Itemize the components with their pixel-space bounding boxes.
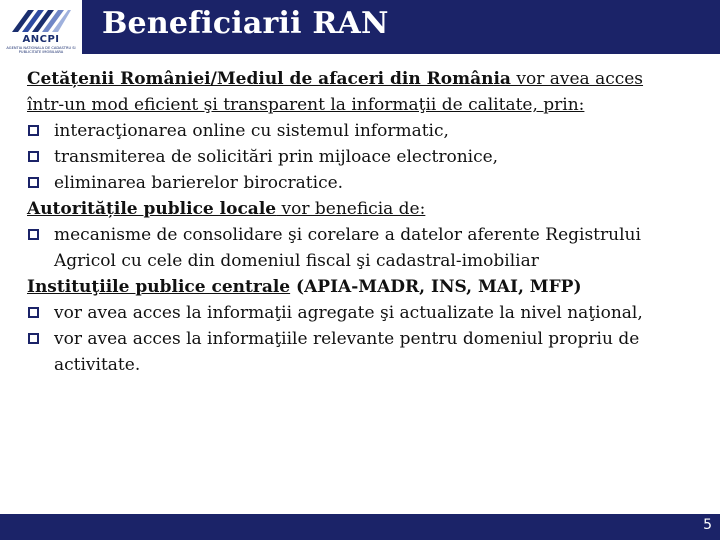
citizens-lead-line2: într-un mod eficient şi transparent la informaţii de calitate, prin: [27, 95, 585, 115]
local-lead [27, 196, 697, 222]
bullet-text: interacţionarea online cu sistemul informatic, [54, 121, 449, 141]
logo [0, 0, 82, 62]
logo-text: ANCPI [22, 34, 60, 45]
list-item [27, 144, 697, 170]
logo-subtitle: AGENTIA NATIONALA DE CADASTRU SI PUBLICITATE IMOBILIARA [6, 46, 76, 55]
page-title: Beneficiarii RAN [102, 6, 389, 41]
central-lead [27, 274, 697, 300]
list-item [27, 300, 697, 326]
checkbox-bullet-icon [28, 229, 39, 240]
bullet-text: mecanisme de consolidare şi corelare a datelor aferente Registrului Agricol cu cele din domeniul fiscal şi cadastral-imobiliar [54, 225, 641, 271]
central-heading: Instituţiile publice centrale [27, 277, 291, 297]
list-item [27, 170, 697, 196]
ancpi-logo-icon [8, 4, 72, 34]
local-lead-rest: vor beneficia de: [276, 199, 426, 219]
bullet-text: vor avea acces la informaţiile relevante pentru domeniul propriu de activitate. [54, 329, 640, 375]
footer-bar [0, 514, 720, 540]
central-lead-rest: (APIA-MADR, INS, MAI, MFP) [290, 277, 582, 297]
list-item [27, 222, 697, 274]
list-item [27, 326, 697, 378]
citizens-heading: Cetățenii României/Mediul de afaceri din România [27, 69, 511, 89]
header [0, 0, 720, 54]
bullet-text: transmiterea de solicitări prin mijloace electronice, [54, 147, 499, 167]
checkbox-bullet-icon [28, 125, 39, 136]
checkbox-bullet-icon [28, 333, 39, 344]
local-heading: Autoritățile publice locale [27, 199, 277, 219]
title-bar [82, 0, 720, 54]
citizens-lead [27, 66, 697, 118]
checkbox-bullet-icon [28, 307, 39, 318]
citizens-lead-rest: vor avea acces [510, 69, 644, 89]
checkbox-bullet-icon [28, 177, 39, 188]
bullet-text: eliminarea barierelor birocratice. [54, 173, 344, 193]
slide-content [27, 66, 697, 378]
checkbox-bullet-icon [28, 151, 39, 162]
list-item [27, 118, 697, 144]
page-number: 5 [703, 517, 712, 533]
bullet-text: vor avea acces la informaţii agregate şi actualizate la nivel naţional, [54, 303, 643, 323]
